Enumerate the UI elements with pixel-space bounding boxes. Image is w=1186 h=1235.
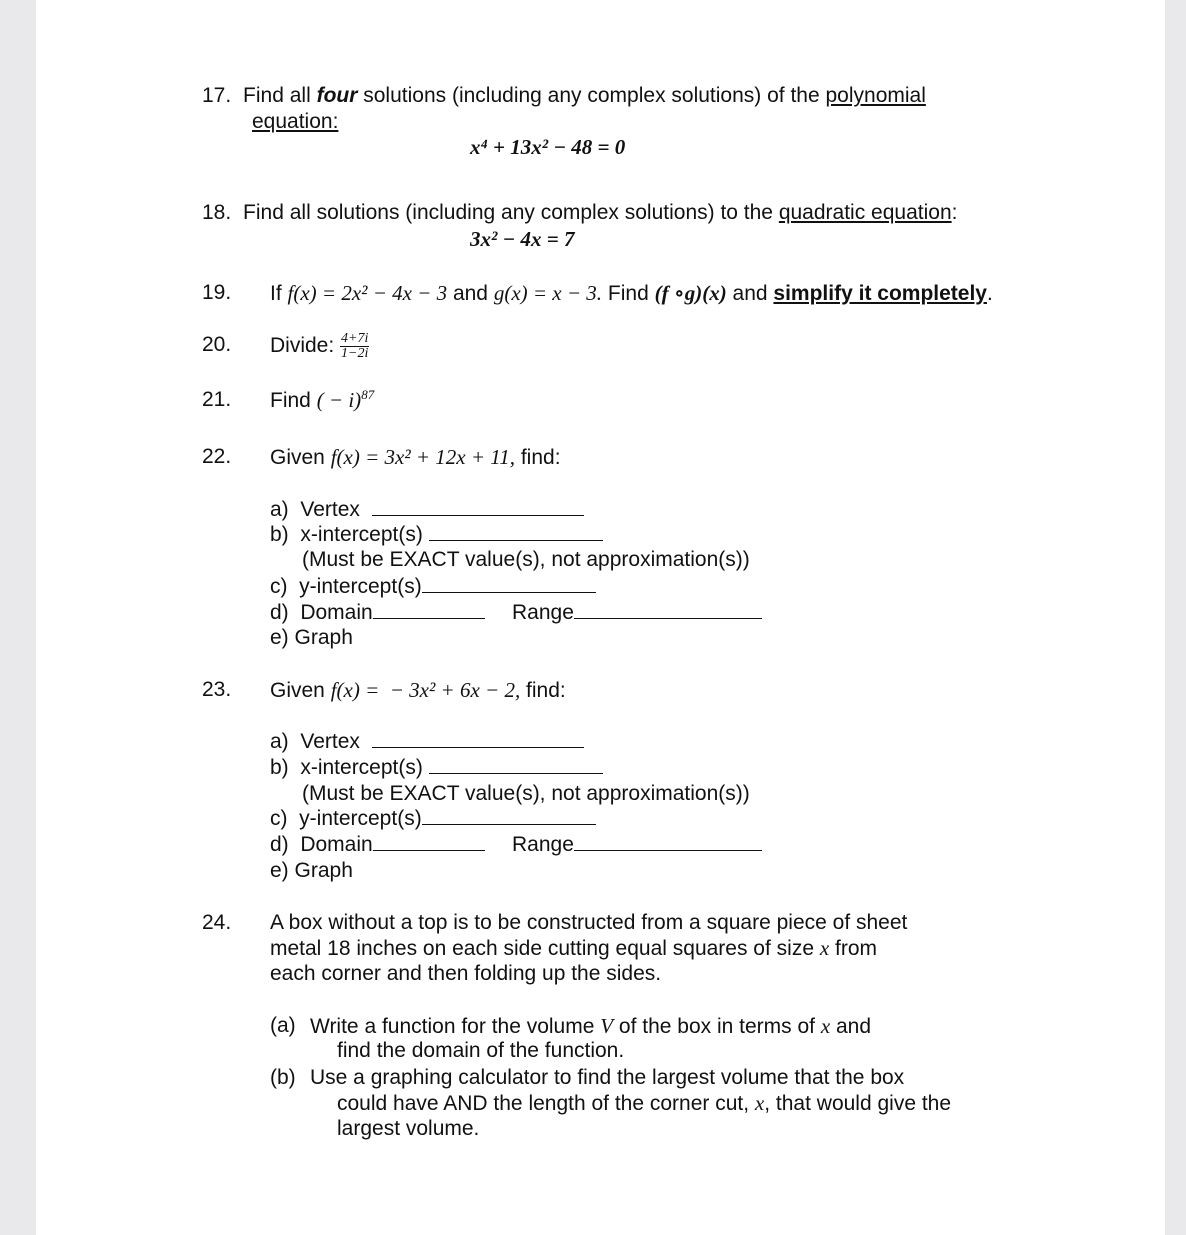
q20-label: Divide: (270, 334, 341, 358)
q24-part-b-label: (b) (270, 1066, 296, 1089)
q23-line (270, 677, 566, 704)
q23-domain-blank[interactable] (373, 832, 485, 851)
q22-xint-blank[interactable] (429, 522, 603, 541)
q17-emphasis: four (316, 84, 358, 107)
q18-equation: 3x² − 4x = 7 (470, 227, 575, 251)
q17-line1 (202, 83, 926, 109)
q22-range-blank[interactable] (574, 600, 762, 619)
q23-find: find: (520, 679, 566, 702)
q24-number: 24. (202, 911, 232, 934)
q18-colon: : (951, 201, 958, 224)
q22-yint-label: c) y-intercept(s) (270, 575, 422, 598)
q24-a-var-x: x (820, 1014, 831, 1038)
q19-g-def: g(x) = x − 3. (493, 281, 603, 305)
q21-exponent: 87 (361, 387, 375, 402)
q17-number: 17. (202, 84, 232, 107)
q19-composition: (f ∘g)(x) (654, 281, 727, 305)
q19-and2: and (726, 282, 774, 305)
q22-note: (Must be EXACT value(s), not approximation(s)) (302, 548, 750, 571)
worksheet-page (36, 0, 1165, 1235)
q21-expression: ( − i) (316, 388, 362, 412)
q22-line (270, 444, 561, 471)
q23-part-b (270, 755, 603, 781)
q18-link-quadratic: quadratic equation (778, 201, 952, 224)
q24-part-b-line3: largest volume. (337, 1117, 480, 1140)
q23-vertex-blank[interactable] (372, 729, 584, 748)
q18-text: Find all solutions (including any complex solutions) to the (243, 201, 779, 224)
q19-and: and (447, 282, 494, 305)
q17-equation: x⁴ + 13x² − 48 = 0 (470, 135, 626, 159)
q23-note: (Must be EXACT value(s), not approximation(s)) (302, 782, 750, 805)
q23-part-c (270, 806, 596, 832)
q17-link-equation: equation: (252, 110, 339, 133)
q22-domain-label: d) Domain (270, 601, 373, 624)
q23-given: Given (270, 679, 331, 702)
q22-find: find: (515, 446, 561, 469)
q24-part-a-label: (a) (270, 1014, 296, 1037)
q24-var-x: x (819, 936, 830, 960)
q23-range-blank[interactable] (574, 832, 762, 851)
q23-range-label: Range (512, 833, 574, 856)
q23-function: f(x) = − 3x² + 6x − 2, (330, 678, 521, 702)
q18-number: 18. (202, 201, 232, 224)
q23-yint-label: c) y-intercept(s) (270, 807, 422, 830)
q20-line (270, 332, 369, 361)
q23-part-a (270, 729, 584, 755)
q22-range (512, 600, 762, 626)
q24-part-a-line2: find the domain of the function. (337, 1039, 625, 1062)
q24-b2b: , that would give the (764, 1092, 952, 1115)
q21-label: Find (270, 389, 317, 412)
q23-part-d (270, 832, 485, 858)
q17-text-b: solutions (including any complex solutions) of the (357, 84, 826, 107)
q19-line (270, 280, 993, 307)
q17-text-a: Find all (243, 84, 317, 107)
q23-part-e: e) Graph (270, 859, 353, 882)
q21-line (270, 387, 374, 414)
q19-f-def: f(x) = 2x² − 4x − 3 (287, 281, 448, 305)
q24-b2a: could have AND the length of the corner cut, (337, 1092, 755, 1115)
q19-emphasis: simplify it completely (773, 282, 987, 305)
q23-yint-blank[interactable] (422, 806, 596, 825)
q22-domain-blank[interactable] (373, 600, 485, 619)
q24-part-b-line1: Use a graphing calculator to find the largest volume that the box (310, 1066, 905, 1089)
q22-vertex-label: a) Vertex (270, 498, 360, 521)
q19-period: . (986, 282, 993, 305)
q23-xint-label: b) x-intercept(s) (270, 756, 423, 779)
q22-vertex-blank[interactable] (372, 497, 584, 516)
q19-if: If (270, 282, 288, 305)
q22-part-e: e) Graph (270, 626, 353, 649)
q22-yint-blank[interactable] (422, 574, 596, 593)
q22-part-c (270, 574, 596, 600)
q23-domain-label: d) Domain (270, 833, 373, 856)
q20-fraction (340, 332, 369, 361)
q22-function: f(x) = 3x² + 12x + 11, (330, 445, 515, 469)
q21-number: 21. (202, 388, 232, 411)
q17-link-polynomial: polynomial (825, 84, 926, 107)
q22-part-a (270, 497, 584, 523)
q24-line1: A box without a top is to be constructed from a square piece of sheet (270, 911, 908, 934)
q23-number: 23. (202, 678, 232, 701)
q22-part-b (270, 522, 603, 548)
q23-xint-blank[interactable] (429, 755, 603, 774)
q24-line3: each corner and then folding up the sides. (270, 962, 662, 985)
q22-xint-label: b) x-intercept(s) (270, 523, 423, 546)
q22-range-label: Range (512, 601, 574, 624)
q24-line2 (270, 935, 877, 962)
q24-a1b: of the box in terms of (613, 1015, 821, 1038)
q20-number: 20. (202, 333, 232, 356)
q24-a1c: and (830, 1015, 872, 1038)
q24-part-b-line2 (337, 1090, 951, 1117)
q24-var-V: V (600, 1014, 614, 1038)
q19-number: 19. (202, 281, 232, 304)
q18-line1 (202, 200, 957, 226)
q24-part-a-line1 (310, 1013, 871, 1040)
q24-line2b: from (829, 937, 878, 960)
q23-range (512, 832, 762, 858)
q22-part-d (270, 600, 485, 626)
q20-denominator: 1−2i (341, 346, 369, 361)
q22-given: Given (270, 446, 331, 469)
q20-numerator: 4+7i (341, 331, 369, 346)
q19-find: Find (602, 282, 655, 305)
q24-line2a: metal 18 inches on each side cutting equal squares of size (270, 937, 820, 960)
q23-vertex-label: a) Vertex (270, 730, 360, 753)
q24-b-var-x: x (754, 1091, 765, 1115)
q24-a1a: Write a function for the volume (310, 1015, 601, 1038)
q22-number: 22. (202, 445, 232, 468)
